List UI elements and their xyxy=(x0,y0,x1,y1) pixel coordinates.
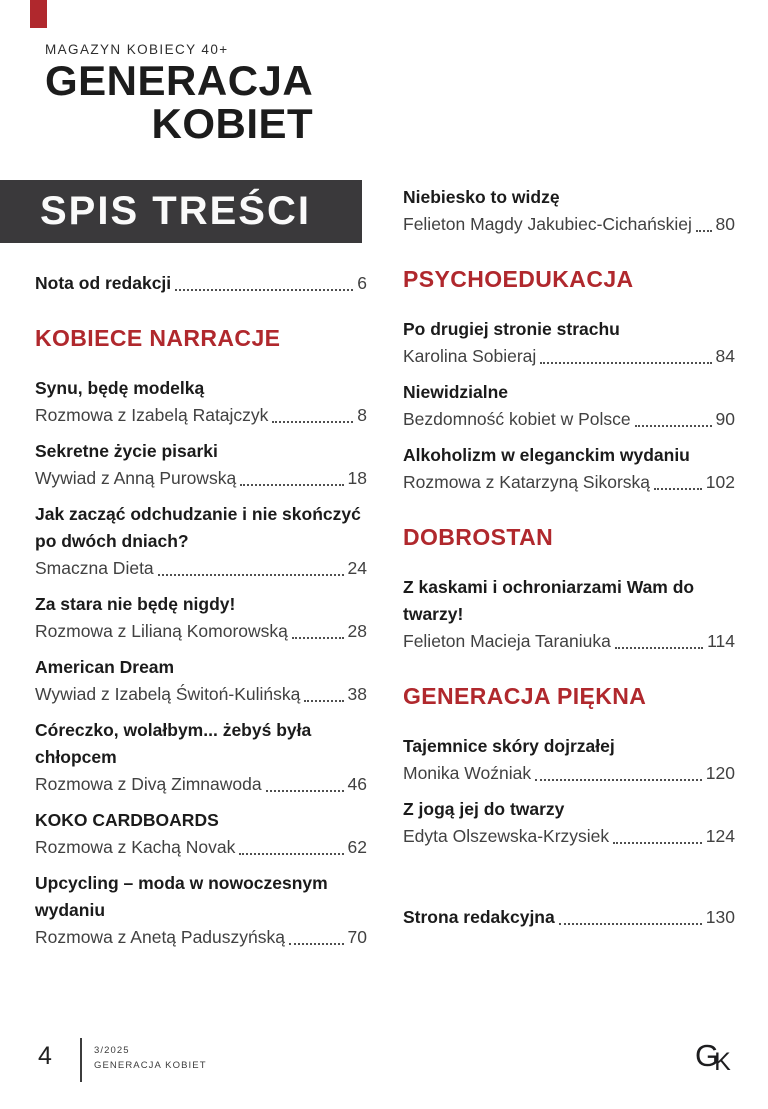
entry-subtitle-row xyxy=(35,771,367,798)
entry-subtitle: Rozmowa z Katarzyną Sikorską xyxy=(403,472,651,492)
toc-entry xyxy=(403,574,735,655)
page-number: 46 xyxy=(347,774,367,794)
toc-entry xyxy=(403,379,735,433)
entry-subtitle: Felieton Magdy Jakubiec-Cichańskiej xyxy=(403,214,692,234)
toc-entry xyxy=(403,184,735,238)
footer-magazine-name: GENERACJA KOBIET xyxy=(94,1060,207,1071)
entry-title: Sekretne życie pisarki xyxy=(35,441,218,461)
entry-subtitle-row xyxy=(403,211,735,238)
toc-line-row xyxy=(35,270,367,297)
magazine-masthead xyxy=(45,42,313,146)
page-number: 28 xyxy=(347,621,367,641)
dotted-leader xyxy=(240,484,343,486)
page-number: 102 xyxy=(705,472,735,492)
magazine-tagline: MAGAZYN KOBIECY 40+ xyxy=(45,42,229,57)
entry-title: KOKO CARDBOARDS xyxy=(35,810,219,830)
entry-subtitle-row xyxy=(403,823,735,850)
entry-subtitle-row xyxy=(403,760,735,787)
dotted-leader xyxy=(266,790,344,792)
dotted-leader xyxy=(613,842,702,844)
entry-subtitle: Rozmowa z Anetą Paduszyńską xyxy=(35,927,285,947)
entry-subtitle: Felieton Macieja Taraniuka xyxy=(403,631,611,651)
toc-banner xyxy=(0,180,362,243)
page-number: 62 xyxy=(347,837,367,857)
toc-entry xyxy=(403,796,735,850)
page-number: 24 xyxy=(347,558,367,578)
magazine-title-line1: GENERACJA xyxy=(45,57,314,104)
toc-entry xyxy=(403,733,735,787)
section-heading: DOBROSTAN xyxy=(403,524,554,550)
entry-subtitle: Edyta Olszewska-Krzysiek xyxy=(403,826,610,846)
page-number: 70 xyxy=(347,927,367,947)
entry-title: American Dream xyxy=(35,657,175,677)
accent-rectangle xyxy=(30,0,47,28)
entry-title: Córeczko, wolałbym... żebyś była chłopcem xyxy=(35,720,312,767)
entry-title: Upcycling – moda w nowoczesnym wydaniu xyxy=(35,873,328,920)
entry-title: Niebiesko to widzę xyxy=(403,187,560,207)
toc-entry xyxy=(403,316,735,370)
entry-subtitle: Rozmowa z Izabelą Ratajczyk xyxy=(35,405,269,425)
entry-subtitle-row xyxy=(35,402,367,429)
entry-title: Z jogą jej do twarzy xyxy=(403,799,565,819)
dotted-leader xyxy=(175,289,353,291)
entry-title: Z kaskami i ochroniarzami Wam do twarzy! xyxy=(403,577,695,624)
page-number: 6 xyxy=(357,273,367,293)
toc-column-right xyxy=(403,184,735,940)
footer-page-number: 4 xyxy=(38,1042,52,1070)
logo-letter-k: K xyxy=(714,1048,731,1076)
entry-subtitle: Smaczna Dieta xyxy=(35,558,154,578)
section-heading: PSYCHOEDUKACJA xyxy=(403,266,634,292)
page-number: 130 xyxy=(705,907,735,927)
dotted-leader xyxy=(289,943,344,945)
entry-title: Synu, będę modelką xyxy=(35,378,205,398)
dotted-leader xyxy=(239,853,343,855)
toc-entry xyxy=(35,591,367,645)
dotted-leader xyxy=(535,779,702,781)
toc-entry xyxy=(35,375,367,429)
entry-subtitle-row xyxy=(403,469,735,496)
column-spacer xyxy=(403,859,735,904)
entry-title: Po drugiej stronie strachu xyxy=(403,319,620,339)
toc-entry xyxy=(35,270,367,297)
dotted-leader xyxy=(158,574,344,576)
entry-title: Jak zacząć odchudzanie i nie skończyć po dwóch dniach? xyxy=(35,504,361,551)
toc-entry xyxy=(35,438,367,492)
dotted-leader xyxy=(540,362,711,364)
entry-subtitle-row xyxy=(35,834,367,861)
page-number: 38 xyxy=(347,684,367,704)
toc-entry xyxy=(35,654,367,708)
page-number: 120 xyxy=(705,763,735,783)
toc-entry xyxy=(35,501,367,582)
entry-subtitle: Rozmowa z Kachą Novak xyxy=(35,837,236,857)
entry-subtitle-row xyxy=(35,681,367,708)
entry-subtitle: Karolina Sobieraj xyxy=(403,346,537,366)
page-number: 84 xyxy=(715,346,735,366)
entry-subtitle-row xyxy=(403,406,735,433)
page-number: 90 xyxy=(715,409,735,429)
dotted-leader xyxy=(292,637,344,639)
entry-subtitle-row xyxy=(35,618,367,645)
toc-banner-title: SPIS TREŚCI xyxy=(40,189,311,233)
entry-title: Tajemnice skóry dojrzałej xyxy=(403,736,615,756)
section-heading: KOBIECE NARRACJE xyxy=(35,325,281,351)
dotted-leader xyxy=(615,647,703,649)
page-number: 124 xyxy=(705,826,735,846)
entry-title: Strona redakcyjna xyxy=(403,907,555,927)
entry-title: Niewidzialne xyxy=(403,382,509,402)
footer-issue: 3/2025 xyxy=(94,1045,130,1056)
entry-subtitle-row xyxy=(403,343,735,370)
footer-divider xyxy=(80,1038,82,1082)
entry-subtitle: Rozmowa z Lilianą Komorowską xyxy=(35,621,288,641)
page-number: 8 xyxy=(357,405,367,425)
section-heading: GENERACJA PIĘKNA xyxy=(403,683,647,709)
toc-entry xyxy=(403,442,735,496)
entry-subtitle-row xyxy=(35,465,367,492)
entry-subtitle: Bezdomność kobiet w Polsce xyxy=(403,409,631,429)
footer-meta xyxy=(94,1043,207,1073)
entry-subtitle: Monika Woźniak xyxy=(403,763,532,783)
entry-title: Za stara nie będę nigdy! xyxy=(35,594,236,614)
toc-entry xyxy=(35,870,367,951)
entry-subtitle-row xyxy=(35,924,367,951)
dotted-leader xyxy=(304,700,343,702)
page-number: 18 xyxy=(347,468,367,488)
dotted-leader xyxy=(654,488,702,490)
entry-subtitle: Wywiad z Izabelą Świtoń-Kulińską xyxy=(35,684,301,704)
page-number: 80 xyxy=(715,214,735,234)
page-number: 114 xyxy=(707,631,735,651)
toc-line-row xyxy=(403,904,735,931)
entry-title: Alkoholizm w eleganckim wydaniu xyxy=(403,445,690,465)
toc-entry xyxy=(35,807,367,861)
magazine-title-line2: KOBIET xyxy=(151,99,314,147)
dotted-leader xyxy=(559,923,702,925)
magazine-title xyxy=(45,57,314,147)
dotted-leader xyxy=(272,421,353,423)
entry-title: Nota od redakcji xyxy=(35,273,172,293)
entry-subtitle-row xyxy=(35,555,367,582)
toc-entry xyxy=(403,904,735,931)
logo-letter-g: G xyxy=(695,1038,720,1073)
toc-entry xyxy=(35,717,367,798)
dotted-leader xyxy=(635,425,712,427)
dotted-leader xyxy=(696,230,712,232)
entry-subtitle: Rozmowa z Divą Zimnawoda xyxy=(35,774,262,794)
entry-subtitle: Wywiad z Anną Purowską xyxy=(35,468,237,488)
toc-column-left xyxy=(35,270,367,960)
entry-subtitle-row xyxy=(403,628,735,655)
gk-monogram-logo xyxy=(695,1038,736,1074)
